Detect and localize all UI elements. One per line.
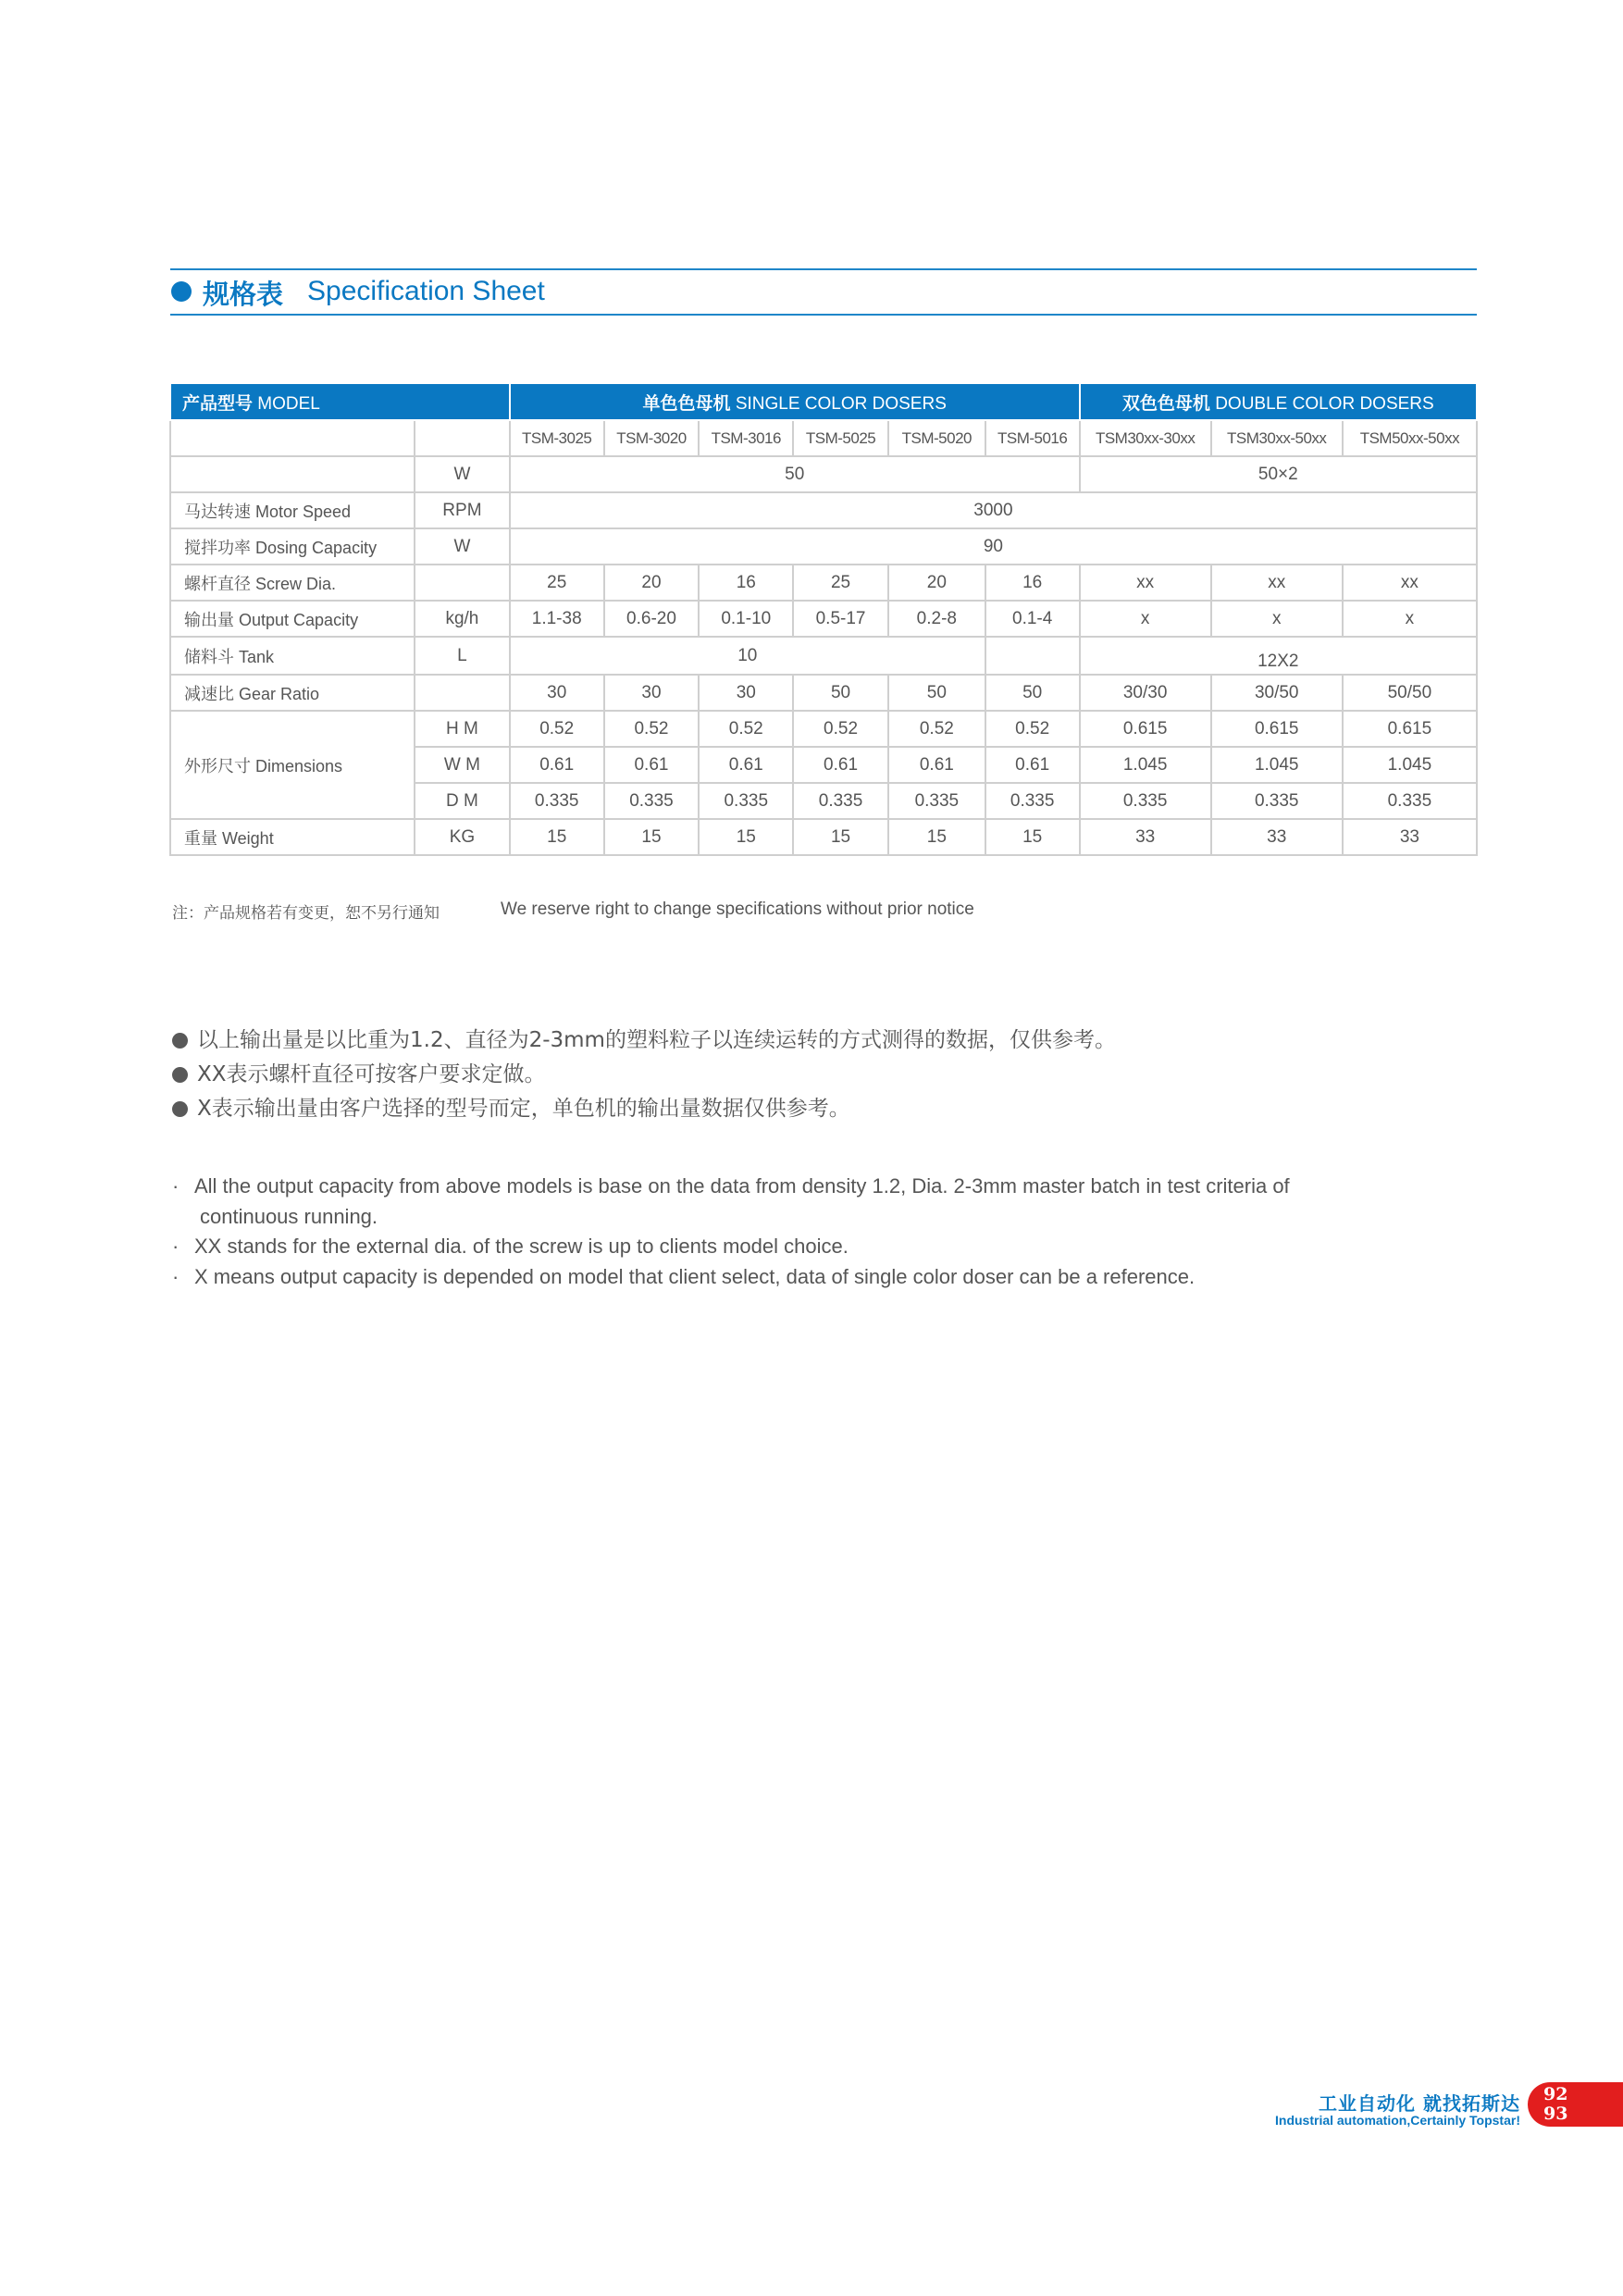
row-label: 储料斗 Tank: [170, 637, 415, 675]
table-header-row: [170, 383, 1477, 420]
footer-slogan-cn: 工业自动化 就找拓斯达: [1319, 2092, 1520, 2115]
single-color-header: [510, 383, 1080, 420]
model-cell: TSM-5020: [888, 420, 985, 456]
double-color-header-cn: 双色色母机: [1121, 392, 1210, 414]
value-cell: 0.52: [604, 711, 700, 747]
model-header: [170, 383, 510, 420]
value-cell: 0.52: [510, 711, 604, 747]
value-cell: xx: [1211, 565, 1343, 601]
value-cell: 0.5-17: [793, 601, 888, 637]
list-item: [172, 1058, 1116, 1092]
cn-bullet-list: [172, 1024, 1116, 1126]
value-cell: 0.335: [985, 783, 1080, 819]
value-cell: 15: [510, 819, 604, 855]
header-rule-bottom: [170, 314, 1477, 316]
unit-cell: H M: [415, 711, 510, 747]
bullet-dot-icon: [172, 1033, 188, 1049]
model-cell: TSM30xx-50xx: [1211, 420, 1343, 456]
value-cell: 25: [510, 565, 604, 601]
value-cell: 12X2: [1080, 637, 1477, 675]
value-cell: 20: [604, 565, 700, 601]
list-item: [172, 1092, 1116, 1126]
value-cell: 0.2-8: [888, 601, 985, 637]
value-cell: 0.61: [699, 747, 793, 783]
section-title-en: Specification Sheet: [307, 276, 545, 306]
model-cell: TSM-5016: [985, 420, 1080, 456]
list-item-text: XX stands for the external dia. of the screw is up to clients model choice.: [194, 1235, 849, 1258]
value-cell: 0.61: [793, 747, 888, 783]
value-cell: 20: [888, 565, 985, 601]
row-label: 搅拌功率 Dosing Capacity: [170, 528, 415, 565]
unit-cell: kg/h: [415, 601, 510, 637]
value-cell: 0.6-20: [604, 601, 700, 637]
empty-cell: [170, 420, 415, 456]
value-cell: 30: [604, 675, 700, 711]
model-cell: TSM-3020: [604, 420, 700, 456]
table-row: [170, 565, 1477, 601]
value-cell: 30: [510, 675, 604, 711]
value-cell: 50×2: [1080, 456, 1477, 492]
list-item-text: X表示输出量由客户选择的型号而定，单色机的输出量数据仅供参考。: [197, 1097, 850, 1121]
model-header-en: MODEL: [257, 393, 320, 414]
empty-cell: [985, 637, 1080, 675]
value-cell: 1.045: [1343, 747, 1477, 783]
model-cell: TSM-5025: [793, 420, 888, 456]
model-cell: TSM-3025: [510, 420, 604, 456]
value-cell: 50: [793, 675, 888, 711]
table-row: [170, 711, 1477, 747]
value-cell: 50: [985, 675, 1080, 711]
footer-slogan-en: Industrial automation,Certainly Topstar!: [1275, 2113, 1520, 2128]
model-cell: TSM-3016: [699, 420, 793, 456]
value-cell: 0.335: [699, 783, 793, 819]
list-item: [172, 1232, 1412, 1262]
value-cell: 25: [793, 565, 888, 601]
double-color-header-en: DOUBLE COLOR DOSERS: [1215, 393, 1434, 414]
list-item-text: X means output capacity is depended on model that client select, data of single color doser can be a reference.: [194, 1264, 1196, 1288]
value-cell: 33: [1211, 819, 1343, 855]
unit-cell: L: [415, 637, 510, 675]
model-header-cn: 产品型号: [182, 392, 254, 414]
value-cell: 0.52: [888, 711, 985, 747]
value-cell: 10: [510, 637, 985, 675]
note-cn: 注：产品规格若有变更，恕不另行通知: [172, 904, 440, 923]
value-cell: 0.52: [699, 711, 793, 747]
value-cell: 0.61: [985, 747, 1080, 783]
value-cell: 15: [985, 819, 1080, 855]
value-cell: 50/50: [1343, 675, 1477, 711]
list-marker: ·: [172, 1235, 180, 1258]
empty-cell: [415, 675, 510, 711]
row-label: 重量 Weight: [170, 819, 415, 855]
en-note-list: [172, 1172, 1412, 1292]
value-cell: 50: [510, 456, 1080, 492]
bullet-dot-icon: [171, 281, 192, 302]
value-cell: 15: [888, 819, 985, 855]
value-cell: x: [1343, 601, 1477, 637]
table-row: [170, 528, 1477, 565]
value-cell: 0.615: [1080, 711, 1211, 747]
table-row: [170, 420, 1477, 456]
value-cell: 0.1-4: [985, 601, 1080, 637]
empty-cell: [415, 565, 510, 601]
value-cell: 0.615: [1211, 711, 1343, 747]
page-number-tab: [1528, 2082, 1623, 2127]
row-label: 马达转速 Motor Speed: [170, 492, 415, 528]
bullet-dot-icon: [172, 1101, 188, 1117]
model-cell: TSM30xx-30xx: [1080, 420, 1211, 456]
unit-cell: D M: [415, 783, 510, 819]
value-cell: 3000: [510, 492, 1477, 528]
bullet-dot-icon: [172, 1067, 188, 1083]
double-color-header: [1080, 383, 1477, 420]
table-row: [170, 637, 1477, 675]
value-cell: 0.615: [1343, 711, 1477, 747]
value-cell: 0.52: [985, 711, 1080, 747]
spec-table: [169, 382, 1478, 856]
value-cell: 1.045: [1080, 747, 1211, 783]
unit-cell: W: [415, 528, 510, 565]
value-cell: 0.1-10: [699, 601, 793, 637]
single-color-header-en: SINGLE COLOR DOSERS: [735, 393, 947, 414]
page-number-left: 92: [1543, 2084, 1568, 2104]
row-label: 减速比 Gear Ratio: [170, 675, 415, 711]
list-item: [172, 1262, 1412, 1293]
value-cell: 0.335: [604, 783, 700, 819]
note-en: We reserve right to change specifications without prior notice: [501, 900, 974, 919]
value-cell: 0.335: [1211, 783, 1343, 819]
value-cell: 33: [1080, 819, 1211, 855]
table-row: [170, 492, 1477, 528]
list-item-text: All the output capacity from above models is base on the data from density 1.2, Dia. 2-3mm master batch in test criteria of: [194, 1174, 1290, 1198]
list-item: [172, 1024, 1116, 1058]
row-label: 螺杆直径 Screw Dia.: [170, 565, 415, 601]
unit-cell: W M: [415, 747, 510, 783]
unit-cell: RPM: [415, 492, 510, 528]
value-cell: 30/30: [1080, 675, 1211, 711]
empty-cell: [415, 420, 510, 456]
row-label: 输出量 Output Capacity: [170, 601, 415, 637]
list-item: [172, 1172, 1412, 1202]
value-cell: 30/50: [1211, 675, 1343, 711]
empty-cell: [170, 456, 415, 492]
value-cell: 0.335: [1343, 783, 1477, 819]
value-cell: 16: [699, 565, 793, 601]
list-marker: ·: [172, 1264, 180, 1288]
table-row: [170, 675, 1477, 711]
value-cell: xx: [1343, 565, 1477, 601]
list-item-text: XX表示螺杆直径可按客户要求定做。: [197, 1062, 546, 1086]
value-cell: 90: [510, 528, 1477, 565]
table-row: [170, 601, 1477, 637]
value-cell: 0.335: [793, 783, 888, 819]
value-cell: 0.61: [604, 747, 700, 783]
value-cell: 0.61: [510, 747, 604, 783]
value-cell: 30: [699, 675, 793, 711]
value-cell: 0.335: [888, 783, 985, 819]
list-item-continuation: continuous running.: [200, 1204, 378, 1228]
value-cell: 0.52: [793, 711, 888, 747]
value-cell: xx: [1080, 565, 1211, 601]
list-marker: ·: [172, 1174, 180, 1198]
value-cell: 33: [1343, 819, 1477, 855]
single-color-header-cn: 单色色母机: [642, 392, 731, 414]
table-row: [170, 819, 1477, 855]
value-cell: 1.045: [1211, 747, 1343, 783]
model-cell: TSM50xx-50xx: [1343, 420, 1477, 456]
unit-cell: W: [415, 456, 510, 492]
value-cell: 16: [985, 565, 1080, 601]
section-title-cn: 规格表: [203, 279, 284, 310]
header-rule-top: [170, 268, 1477, 270]
row-label: 外形尺寸 Dimensions: [170, 711, 415, 819]
value-cell: 50: [888, 675, 985, 711]
table-row: [170, 456, 1477, 492]
value-cell: 0.335: [1080, 783, 1211, 819]
value-cell: x: [1080, 601, 1211, 637]
value-cell: 15: [793, 819, 888, 855]
value-cell: 1.1-38: [510, 601, 604, 637]
unit-cell: KG: [415, 819, 510, 855]
value-cell: 0.61: [888, 747, 985, 783]
value-cell: 0.335: [510, 783, 604, 819]
list-item-text: 以上输出量是以比重为1.2、直径为2-3mm的塑料粒子以连续运转的方式测得的数据，仅供参考。: [197, 1028, 1116, 1052]
value-cell: 15: [604, 819, 700, 855]
value-cell: 15: [699, 819, 793, 855]
value-cell: x: [1211, 601, 1343, 637]
page-number-right: 93: [1543, 2104, 1568, 2124]
